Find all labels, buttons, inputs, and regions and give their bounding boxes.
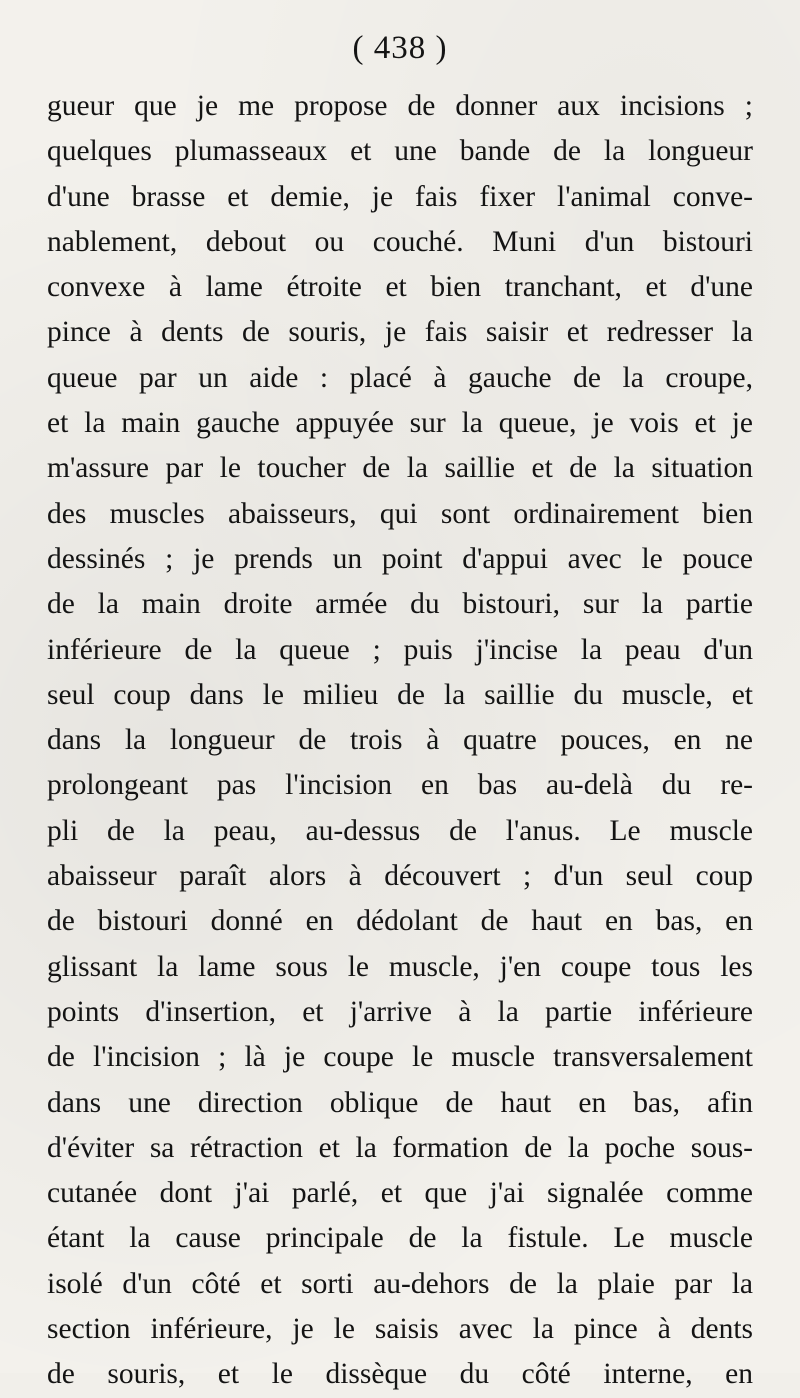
text-line: de l'incision ; là je coupe le muscle transversalement [47,1041,753,1074]
text-line: section inférieure, je le saisis avec la pince à dents [47,1313,753,1346]
text-line: queue par un aide : placé à gauche de la croupe, [47,361,753,394]
text-line: points d'insertion, et j'arrive à la partie inférieure [47,995,753,1028]
text-line: quelques plumasseaux et une bande de la longueur [47,135,753,168]
text-line: de bistouri donné en dédolant de haut en bas, en [47,905,753,938]
text-line: m'assure par le toucher de la saillie et de la situation [47,452,753,485]
text-line: de la main droite armée du bistouri, sur la partie [47,588,753,621]
text-line: dans une direction oblique de haut en bas, afin [47,1086,753,1119]
text-line: gueur que je me propose de donner aux incisions ; [47,90,753,122]
text-line: seul coup dans le milieu de la saillie du muscle, et [47,678,753,711]
text-line: cutanée dont j'ai parlé, et que j'ai signalée comme [47,1177,753,1210]
text-line: pli de la peau, au-dessus de l'anus. Le muscle [47,814,753,847]
text-line: dessinés ; je prends un point d'appui avec le pouce [47,542,753,575]
text-line: isolé d'un côté et sorti au-dehors de la plaie par la [47,1267,753,1300]
text-line: des muscles abaisseurs, qui sont ordinairement bien [47,497,753,530]
text-line: étant la cause principale de la fistule. Le muscle [47,1222,753,1255]
text-line: de souris, et le dissèque du côté interne, en [47,1358,753,1391]
text-line: abaisseur paraît alors à découvert ; d'un seul coup [47,860,753,893]
text-line: dans la longueur de trois à quatre pouces, en ne [47,724,753,757]
text-line: nablement, debout ou couché. Muni d'un bistouri [47,225,753,258]
page-number: ( 438 ) [352,30,448,66]
text-line: glissant la lame sous le muscle, j'en coupe tous les [47,950,753,983]
text-line: d'une brasse et demie, je fais fixer l'animal conve- [47,180,753,213]
text-line: d'éviter sa rétraction et la formation de la poche sous- [47,1131,753,1164]
text-line: inférieure de la queue ; puis j'incise la peau d'un [47,633,753,666]
text-line: convexe à lame étroite et bien tranchant, et d'une [47,271,753,304]
text-line: pince à dents de souris, je fais saisir et redresser la [47,316,753,349]
text-line: prolongeant pas l'incision en bas au-delà du re- [47,769,753,802]
text-line: et la main gauche appuyée sur la queue, je vois et je [47,407,753,440]
body-text [47,84,753,1398]
